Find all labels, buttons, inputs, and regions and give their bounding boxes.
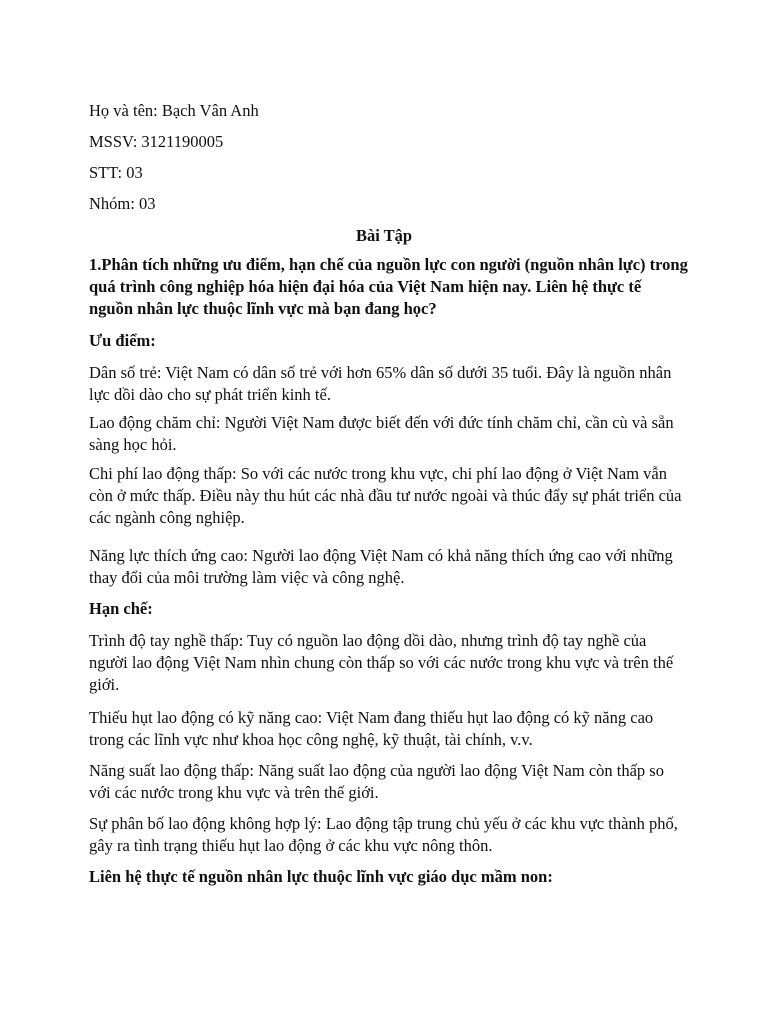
order-number: STT: 03: [89, 163, 143, 182]
advantage-item: Chi phí lao động thấp: So với các nước trong khu vực, chi phí lao động ở Việt Nam vẫn còn ở mức thấp. Điều này thu hút các nhà đầu tư nước ngoài và thúc đẩy sự phát triển của các ngành công nghiệp.: [89, 464, 682, 527]
student-id: MSSV: 3121190005: [89, 132, 224, 151]
advantage-item: Lao động chăm chỉ: Người Việt Nam được biết đến với đức tính chăm chỉ, cần cù và sẵn sàng học hỏi.: [89, 413, 674, 454]
limitation-item: Thiếu hụt lao động có kỹ năng cao: Việt Nam đang thiếu hụt lao động có kỹ năng cao trong các lĩnh vực như khoa học công nghệ, kỹ thuật, tài chính, v.v.: [89, 708, 654, 749]
practice-heading: Liên hệ thực tế nguồn nhân lực thuộc lĩnh vực giáo dục mầm non:: [89, 867, 553, 886]
limitation-item: Năng suất lao động thấp: Năng suất lao động của người lao động Việt Nam còn thấp so với các nước trong khu vực và trên thế giới.: [89, 761, 664, 802]
group-number: Nhóm: 03: [89, 194, 156, 213]
limitation-item: Sự phân bố lao động không hợp lý: Lao động tập trung chủ yếu ở các khu vực thành phố, gây ra tình trạng thiếu hụt lao động ở các khu vực nông thôn.: [89, 814, 678, 855]
limitations-heading: Hạn chế:: [89, 599, 153, 618]
advantage-item: Năng lực thích ứng cao: Người lao động Việt Nam có khả năng thích ứng cao với những thay đổi của môi trường làm việc và công nghệ.: [89, 546, 673, 587]
advantages-heading: Ưu điểm:: [89, 331, 156, 350]
student-name: Họ và tên: Bạch Vân Anh: [89, 101, 259, 120]
question-text: 1.Phân tích những ưu điểm, hạn chế của nguồn lực con người (nguồn nhân lực) trong quá trình công nghiệp hóa hiện đại hóa của Việt Nam hiện nay. Liên hệ thực tế nguồn nhân lực thuộc lĩnh vực mà bạn đang học?: [89, 255, 688, 318]
advantage-item: Dân số trẻ: Việt Nam có dân số trẻ với hơn 65% dân số dưới 35 tuổi. Đây là nguồn nhân lực dồi dào cho sự phát triển kinh tế.: [89, 363, 672, 404]
document-title: Bài Tập: [355, 226, 413, 245]
limitation-item: Trình độ tay nghề thấp: Tuy có nguồn lao động dồi dào, nhưng trình độ tay nghề của người lao động Việt Nam nhìn chung còn thấp so với các nước trong khu vực và trên thế giới.: [89, 631, 674, 694]
